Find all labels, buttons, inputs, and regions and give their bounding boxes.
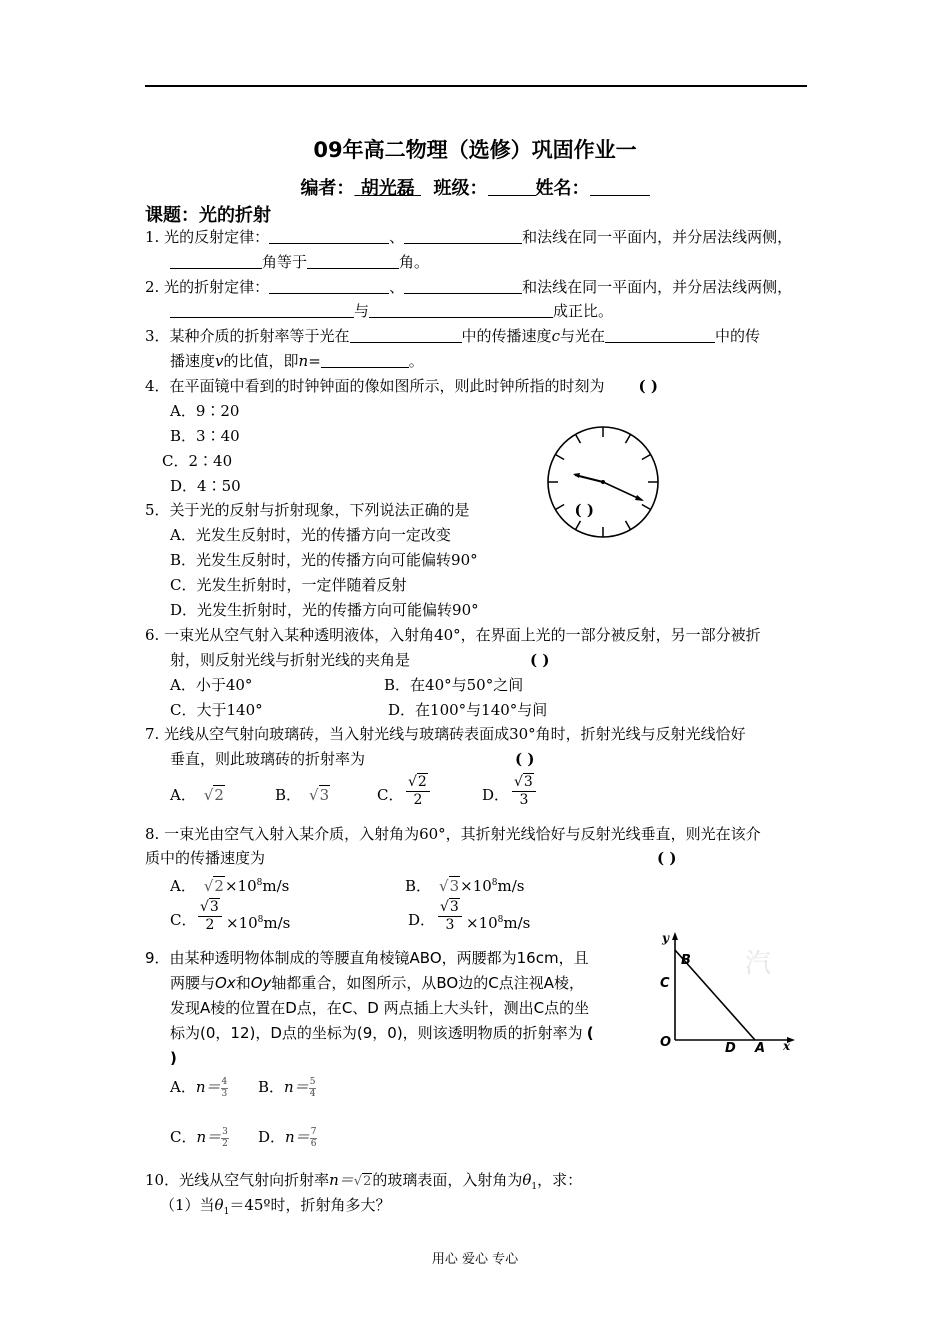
q8-c-value: $\times 10^8m/s$ (226, 914, 291, 932)
q10-line2: （1）当$\theta_1=45º$时，折射角多大？ (160, 1196, 391, 1217)
q9-line3: 发现A棱的位置在D点，在C、D 两点插上大头针，测出C点的坐 (170, 999, 590, 1017)
q5-option-a[interactable]: A．光发生反射时，光的传播方向一定改变 (170, 526, 451, 544)
clock-center (601, 480, 605, 484)
q2-line2: 与 成正比。 (170, 300, 613, 322)
q7-option-c[interactable]: C． (377, 786, 404, 804)
q8-option-d[interactable]: D． (408, 911, 436, 929)
name-blank[interactable] (590, 179, 650, 196)
editor-label: 编者： (300, 178, 355, 199)
q7-option-d[interactable]: D． (482, 786, 510, 804)
topic-heading: 课题：光的折射 (145, 205, 271, 226)
fig-label-d: D (725, 1041, 736, 1055)
q8-frac-c: $\frac{√3}{2}$ (198, 899, 222, 934)
q4-option-d[interactable]: D．4∶50 (170, 477, 241, 495)
q7-line1: 7. 光线从空气射向玻璃砖，当入射光线与玻璃砖表面成30°角时，折射光线与反射光线恰好 (145, 725, 746, 743)
y-arrow (672, 932, 678, 940)
q7-frac-c: $\frac{√2}{2}$ (406, 774, 430, 809)
class-label: 班级： (433, 178, 488, 199)
fig-label-y: y (662, 931, 669, 945)
page-title: 09年高二物理（选修）巩固作业一 (313, 138, 637, 162)
q6-option-d[interactable]: D．在100°与140°与间 (388, 701, 548, 719)
q6-option-a[interactable]: A．小于40° (170, 676, 253, 694)
q1-blank-2[interactable] (404, 228, 522, 244)
prism-figure (655, 930, 795, 1055)
q7-option-b[interactable]: B． √3 (275, 786, 330, 804)
q3-blank-1[interactable] (350, 327, 462, 343)
fig-label-o: O (660, 1035, 672, 1050)
sqrt-3: √3 (309, 786, 330, 804)
q3-line2: 播速度v的比值，即n= 。 (170, 352, 424, 370)
q1-line1: 1. 光的反射定律： 、 和法线在同一平面内，并分居法线两侧， (145, 228, 793, 246)
byline (0, 174, 950, 200)
q8-line2: 质中的传播速度为 ( ) (145, 849, 677, 867)
q9-line5: ) (170, 1049, 177, 1067)
q5-option-b[interactable]: B．光发生反射时，光的传播方向可能偏转90° (170, 551, 478, 569)
q7-option-a[interactable]: A． √2 (170, 786, 224, 804)
q3-line1: 3．某种介质的折射率等于光在 中的传播速度c与光在 中的传 (145, 327, 760, 345)
q9-option-d[interactable]: D．n＝ $\frac{7}{6}$ (258, 1126, 317, 1149)
q9-option-c[interactable]: C．n＝ $\frac{3}{2}$ (170, 1126, 228, 1149)
q8-line1: 8. 一束光由空气入射入某介质，入射角为60°，其折射光线恰好与反射光线垂直，则光在该介 (145, 825, 761, 843)
q9-line4: 标为(0，12)，D点的坐标为(9，0)，则该透明物质的折射率为 ( (170, 1024, 594, 1042)
q4-stem: 4．在平面镜中看到的时钟钟面的像如图所示，则此时钟所指的时刻为 ( ) (145, 377, 658, 395)
q2-line1: 2. 光的折射定律： 、 和法线在同一平面内，并分居法线两侧， (145, 278, 793, 296)
q5-stem: 5．关于光的反射与折射现象，下列说法正确的是 ( ) (145, 501, 594, 519)
q2-blank-4[interactable] (369, 302, 553, 318)
q2-blank-3[interactable] (170, 302, 354, 318)
q1-blank-1[interactable] (269, 228, 389, 244)
minute-hand-tip (635, 495, 644, 501)
q2-blank-1[interactable] (269, 278, 389, 294)
fig-label-x: x (783, 1039, 791, 1053)
q9-option-b[interactable]: B．n＝ $\frac{5}{4}$ (258, 1076, 316, 1099)
hour-hand-tip (573, 473, 580, 478)
q8-frac-d: $\frac{√3}{3}$ (438, 899, 462, 934)
header-rule (145, 85, 807, 87)
q8-option-c[interactable]: C． (170, 911, 197, 929)
q1-blank-3[interactable] (170, 253, 262, 269)
class-blank[interactable] (488, 179, 536, 196)
q8-d-value: $\times 10^8m/s$ (466, 914, 531, 932)
q9-line2: 两腰与Ox和Oy轴都重合，如图所示，从BO边的C点注视A棱， (170, 974, 584, 992)
fig-label-b: B (681, 953, 691, 968)
clock-figure (545, 424, 661, 540)
q8-option-a[interactable]: A． $√2\times 10^8m/s$ (170, 877, 290, 895)
q9-option-a[interactable]: A．n＝ $\frac{4}{3}$ (170, 1076, 228, 1099)
name-label: 姓名： (535, 178, 590, 199)
watermark: 汽 (745, 949, 772, 979)
q6-line2: 射，则反射光线与折射光线的夹角是 ( ) (170, 651, 550, 669)
q4-option-c[interactable]: C．2∶40 (162, 452, 233, 470)
editor-name: 胡光磊 (360, 178, 415, 199)
q7-frac-d: $\frac{√3}{3}$ (512, 774, 536, 809)
sqrt-2: √2 (203, 786, 224, 804)
q7-line2: 垂直，则此玻璃砖的折射率为 ( ) (170, 750, 535, 768)
q3-blank-3[interactable] (321, 352, 409, 368)
q1-blank-4[interactable] (307, 253, 399, 269)
fig-label-a: A (755, 1041, 766, 1055)
q1-line2: 角等于 角。 (170, 251, 429, 273)
q9-line1: 9．由某种透明物体制成的等腰直角棱镜ABO，两腰都为16cm，且 (145, 949, 589, 967)
q6-option-c[interactable]: C．大于140° (170, 701, 263, 719)
q3-blank-2[interactable] (605, 327, 715, 343)
page-footer: 用心 爱心 专心 (431, 1252, 519, 1267)
q6-option-b[interactable]: B．在40°与50°之间 (384, 676, 524, 694)
q5-option-d[interactable]: D．光发生折射时，光的传播方向可能偏转90° (170, 601, 479, 619)
q6-line1: 6. 一束光从空气射入某种透明液体，入射角40°，在界面上光的一部分被反射，另一部分被折 (145, 626, 761, 644)
q4-option-b[interactable]: B．3∶40 (170, 427, 240, 445)
fig-label-c: C (660, 976, 670, 991)
q5-option-c[interactable]: C．光发生折射时，一定伴随着反射 (170, 576, 407, 594)
q4-option-a[interactable]: A．9∶20 (170, 402, 240, 420)
q10-line1: 10．光线从空气射向折射率n＝√2的玻璃表面，入射角为$\theta_1$，求： (145, 1171, 583, 1192)
q2-blank-2[interactable] (404, 278, 522, 294)
q8-option-b[interactable]: B． $√3\times 10^8m/s$ (405, 877, 525, 895)
